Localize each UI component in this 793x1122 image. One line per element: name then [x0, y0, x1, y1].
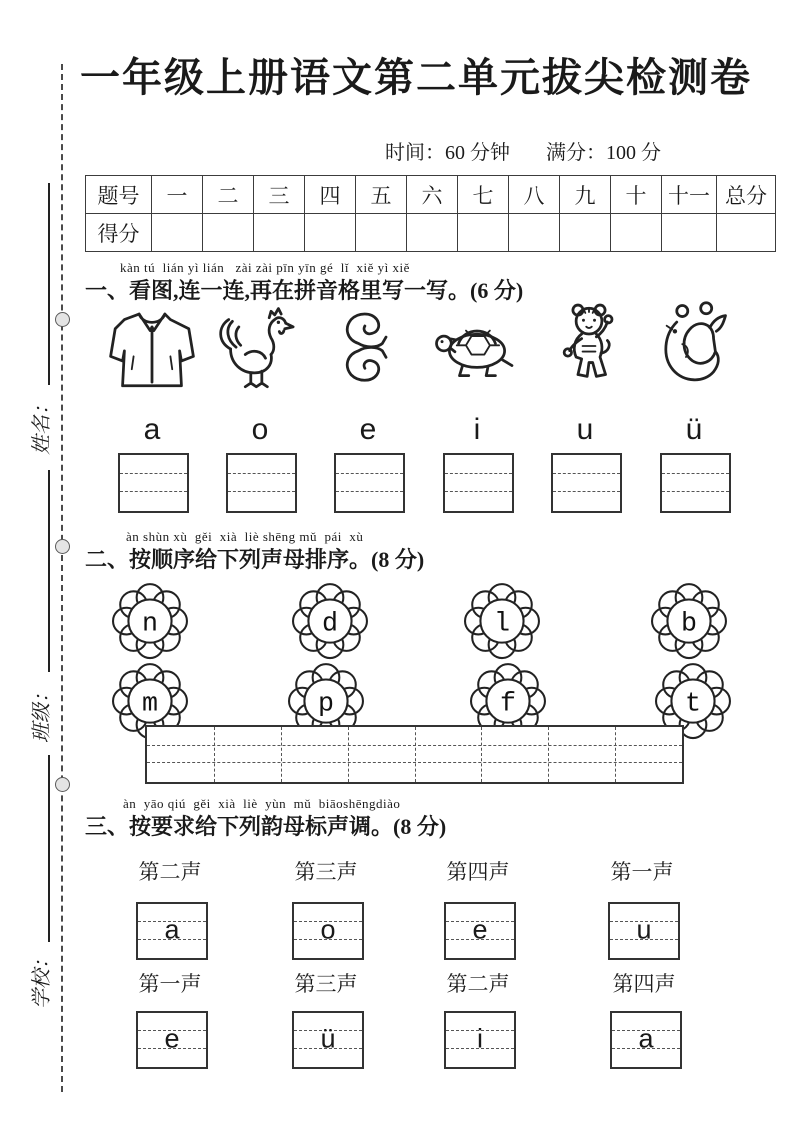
- score-cell-empty: [407, 214, 458, 252]
- score-col: 二: [203, 176, 254, 214]
- score-col: 总分: [717, 176, 776, 214]
- vowel-letter: ü: [320, 1023, 336, 1054]
- score-cell-empty: [458, 214, 509, 252]
- dashed-guideline: [120, 491, 187, 492]
- vowel-label: e: [359, 413, 377, 446]
- score-col: 一: [152, 176, 203, 214]
- vowel-label: ü: [685, 413, 703, 446]
- flower-letter: d: [321, 609, 338, 640]
- vowel-letter: e: [164, 1023, 180, 1054]
- pinyin-writing-box: [660, 453, 731, 513]
- flower-initial: [651, 580, 727, 662]
- score-table-score-row: [86, 214, 776, 252]
- pinyin-writing-box: [551, 453, 622, 513]
- flower-letter: f: [499, 689, 516, 720]
- score-col: 十一: [662, 176, 717, 214]
- school-label: 学校：: [31, 949, 53, 1009]
- dashed-guideline: [662, 491, 729, 492]
- exam-time: 时间：60 分钟: [385, 142, 510, 164]
- fold-dot: [55, 312, 70, 327]
- tone-box: [136, 1011, 208, 1069]
- vowel-label: i: [473, 413, 481, 446]
- score-cell-empty: [152, 214, 203, 252]
- flower-letter: t: [684, 689, 701, 720]
- dashed-guideline: [228, 473, 295, 474]
- score-col: 三: [254, 176, 305, 214]
- tone-label: 第三声: [294, 860, 358, 884]
- grid-divider: [548, 727, 549, 782]
- pinyin-writing-box: [226, 453, 297, 513]
- sorting-answer-grid: [145, 725, 684, 784]
- vowel-letter: o: [320, 914, 336, 945]
- dashed-guideline: [336, 491, 403, 492]
- score-table-header-row: [86, 176, 776, 214]
- score-col: 五: [356, 176, 407, 214]
- score-col: 十: [611, 176, 662, 214]
- vowel-letter: e: [472, 914, 488, 945]
- score-col: 九: [560, 176, 611, 214]
- dashed-guideline: [553, 473, 620, 474]
- flower-initial: [292, 580, 368, 662]
- vowel-letter: a: [164, 914, 180, 945]
- grid-divider: [615, 727, 616, 782]
- pinyin-writing-box: [443, 453, 514, 513]
- tone-label: 第一声: [610, 860, 674, 884]
- flower-initial: [112, 580, 188, 662]
- vowel-label: u: [576, 413, 594, 446]
- tone-label: 第三声: [294, 972, 358, 996]
- tone-box: [444, 902, 516, 960]
- flower-letter: m: [141, 689, 158, 720]
- vowel-label: a: [143, 413, 161, 446]
- flower-initial: [464, 580, 540, 662]
- section2-heading: 二、按顺序给下列声母排序。(8 分): [85, 547, 425, 572]
- score-cell-empty: [611, 214, 662, 252]
- fold-dot: [55, 777, 70, 792]
- dashed-guideline: [445, 491, 512, 492]
- dashed-guideline: [662, 473, 729, 474]
- tone-box: [608, 902, 680, 960]
- tiger-image: [542, 300, 636, 392]
- tone-box: [444, 1011, 516, 1069]
- score-col: 八: [509, 176, 560, 214]
- tone-box: [610, 1011, 682, 1069]
- flower-letter: n: [141, 609, 158, 640]
- exam-meta: [385, 136, 661, 165]
- score-table: [85, 175, 776, 252]
- tone-box: [136, 902, 208, 960]
- vowel-letter: u: [636, 914, 652, 945]
- exam-full-score: 满分：100 分: [546, 142, 661, 164]
- grid-divider: [214, 727, 215, 782]
- coat-image: [105, 303, 199, 395]
- vowel-letter: a: [638, 1023, 654, 1054]
- grid-divider: [415, 727, 416, 782]
- score-cell-empty: [662, 214, 717, 252]
- score-cell-empty: [509, 214, 560, 252]
- score-cell-empty: [717, 214, 776, 252]
- flower-letter: b: [680, 609, 697, 640]
- dashed-guideline: [120, 473, 187, 474]
- score-cell-empty: [254, 214, 305, 252]
- vowel-label: o: [251, 413, 269, 446]
- fish-image: [650, 300, 744, 392]
- score-row-header: 得分: [86, 214, 152, 252]
- score-table-corner: 题号: [86, 176, 152, 214]
- flower-letter: l: [493, 609, 510, 640]
- section1-pinyin: kàn tú lián yì lián zài zài pīn yīn gé lǐ xiě yì xiě: [120, 260, 410, 275]
- pinyin-writing-box: [118, 453, 189, 513]
- name-label: 姓名：: [31, 395, 53, 455]
- class-label: 班级：: [31, 683, 53, 743]
- goose-image: [328, 303, 422, 395]
- dashed-guideline: [228, 491, 295, 492]
- tone-label: 第四声: [446, 860, 510, 884]
- section1-heading: 一、看图,连一连,再在拼音格里写一写。(6 分): [85, 278, 524, 303]
- tone-label: 第二声: [446, 972, 510, 996]
- tone-label: 第一声: [138, 972, 202, 996]
- turtle-image: [430, 303, 524, 395]
- score-cell-empty: [560, 214, 611, 252]
- grid-divider: [481, 727, 482, 782]
- grid-divider: [348, 727, 349, 782]
- section3-pinyin: àn yāo qiú gěi xià liè yùn mǔ biāoshēngdiào: [123, 796, 401, 811]
- tone-label: 第四声: [612, 972, 676, 996]
- tone-box: [292, 1011, 364, 1069]
- score-cell-empty: [203, 214, 254, 252]
- dashed-guideline: [445, 473, 512, 474]
- dashed-guideline: [336, 473, 403, 474]
- dashed-guideline: [553, 491, 620, 492]
- score-cell-empty: [356, 214, 407, 252]
- fold-dashed-line: [61, 64, 63, 1092]
- school-blank-line: [48, 755, 50, 942]
- class-blank-line: [48, 470, 50, 672]
- tone-box: [292, 902, 364, 960]
- score-col: 七: [458, 176, 509, 214]
- tone-label: 第二声: [138, 860, 202, 884]
- score-col: 四: [305, 176, 356, 214]
- fold-dot: [55, 539, 70, 554]
- vowel-letter: i: [477, 1023, 483, 1054]
- grid-divider: [281, 727, 282, 782]
- section2-pinyin: àn shùn xù gěi xià liè shēng mǔ pái xù: [126, 529, 364, 544]
- flower-letter: p: [317, 689, 334, 720]
- section3-heading: 三、按要求给下列韵母标声调。(8 分): [85, 814, 447, 839]
- rooster-image: [213, 303, 307, 395]
- page-title: 一年级上册语文第二单元拔尖检测卷: [80, 56, 752, 100]
- name-blank-line: [48, 183, 50, 385]
- score-cell-empty: [305, 214, 356, 252]
- pinyin-writing-box: [334, 453, 405, 513]
- score-col: 六: [407, 176, 458, 214]
